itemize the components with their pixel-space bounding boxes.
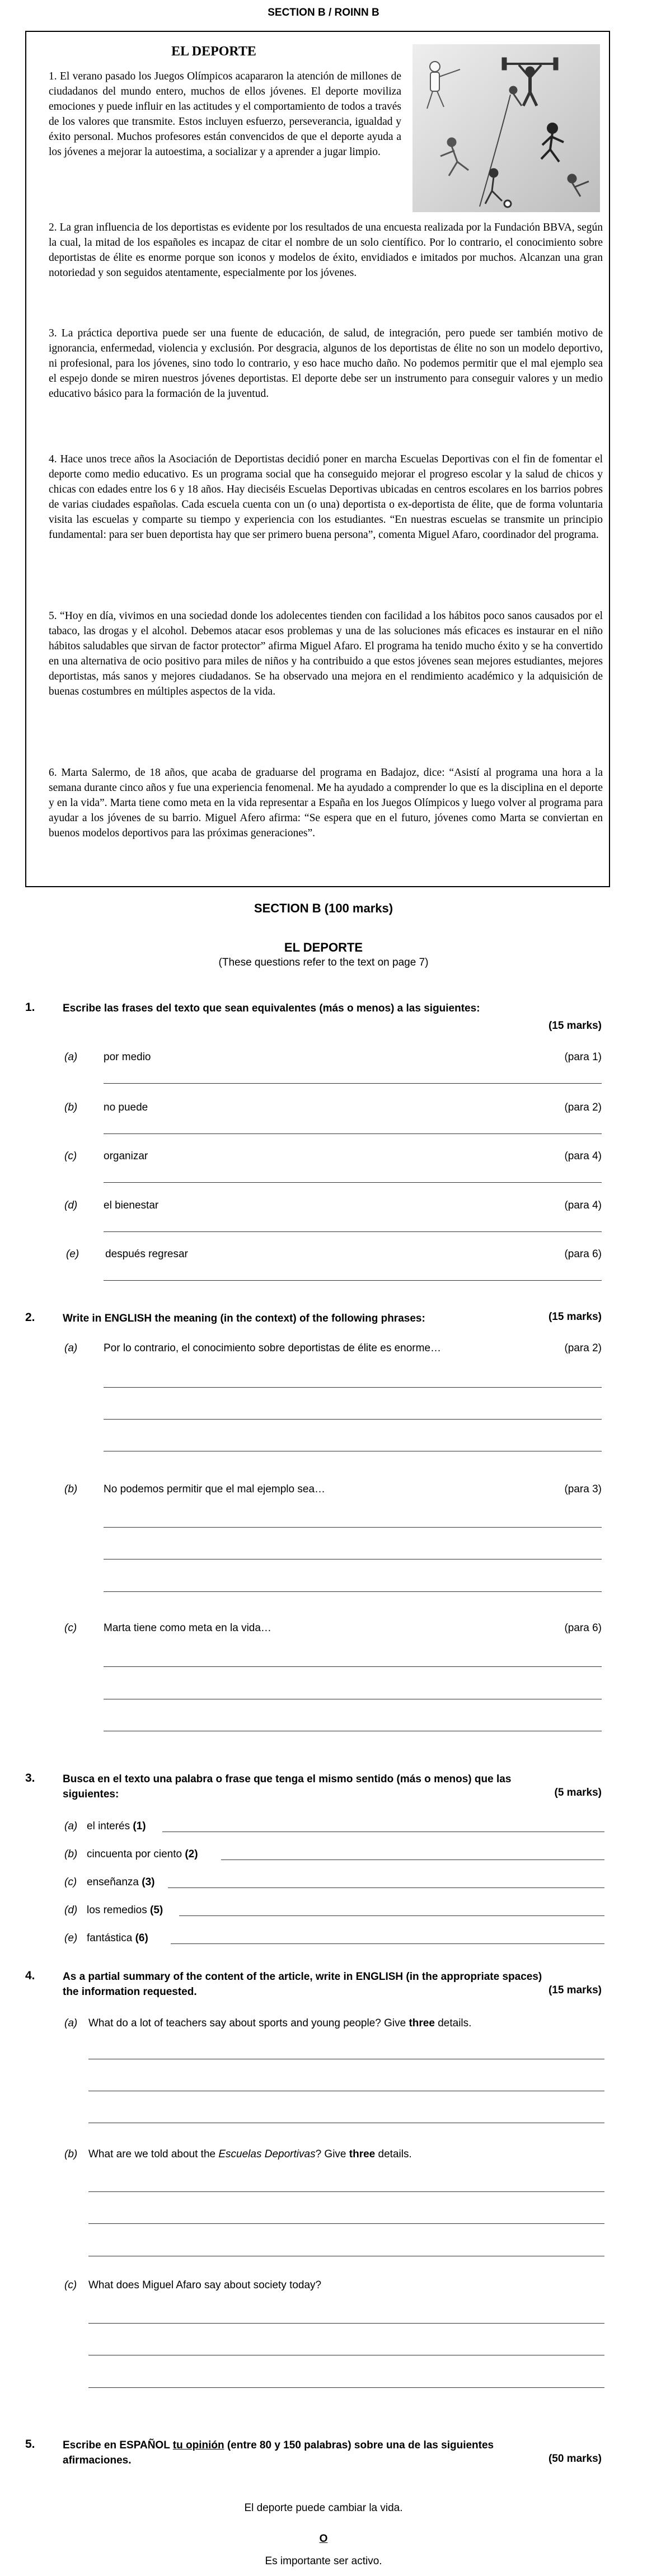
- q4-b-italic: Escuelas Deportivas: [218, 2148, 316, 2160]
- q2-c-answer-line-1[interactable]: [104, 1666, 602, 1667]
- q2-a-answer-line-1[interactable]: [104, 1387, 602, 1388]
- q1-d-ref: (para 4): [564, 1200, 602, 1211]
- q4-b-letter: (b): [64, 2148, 78, 2160]
- q1-b-text: no puede: [104, 1102, 148, 1113]
- q3-e-text: [87, 1932, 148, 1945]
- q4-c-text: What does Miguel Afaro say about society today?: [88, 2279, 322, 2291]
- q3-text-line1: Busca en el texto una palabra o frase que tenga el mismo sentido (más o menos) que las: [63, 1773, 512, 1785]
- q1-d-letter: (d): [64, 1200, 78, 1211]
- q3-b-ref: (2): [185, 1848, 198, 1860]
- q3-d-ref: (5): [150, 1904, 163, 1916]
- article-title: EL DEPORTE: [171, 44, 256, 59]
- q4-text-line1: As a partial summary of the content of the article, write in ENGLISH (in the appropriate spaces): [63, 1971, 542, 1983]
- q1-e-text: después regresar: [105, 1248, 188, 1260]
- q1-a-answer-line[interactable]: [104, 1083, 602, 1084]
- q3-d-word: los remedios: [87, 1904, 150, 1916]
- q5-text-underline: tu opinión: [172, 2439, 224, 2451]
- q3-d-answer-line[interactable]: [179, 1915, 604, 1916]
- q1-marks: (15 marks): [548, 1020, 602, 1032]
- article-paragraph-2: 2. La gran influencia de los deportistas es evidente por los resultados de una encuesta realizada por la Fundación BBVA, según la cual, la mitad de los españoles es incapaz de citar el nombre de un solo científico. Por lo contrario, el conocimiento sobre deportistas de élite es enorme porque son iconos y modelos de éxito, envidiados e imitados por muchos. Alcanzan una gran notoriedad y son seguidos atentamente, especialmente por los jóvenes.: [49, 222, 603, 279]
- article-paragraph-1: 1. El verano pasado los Juegos Olímpicos acapararon la atención de millones de ciudadanos del mundo entero, muchos de ellos jóvenes. El deporte moviliza emociones y puede influir en las actitudes y el comportamiento de todos a través de los valores que transmite. Estos incluyen esfuerzo, perseverancia, igualdad y éxito personal. Muchos profesores están convencidos de que el deporte ayuda a los jóvenes a mejorar la autoestima, a socializar y a aprender a jugar limpio.: [49, 71, 401, 158]
- q3-c-answer-line[interactable]: [168, 1887, 604, 1888]
- q2-marks: (15 marks): [548, 1311, 602, 1323]
- questions-note: (These questions refer to the text on page 7): [218, 957, 429, 968]
- q4-b-bold: three: [349, 2148, 376, 2160]
- q1-c-text: organizar: [104, 1150, 148, 1162]
- q4-b-answer-line-2[interactable]: [88, 2223, 604, 2224]
- q3-b-letter: (b): [64, 1848, 78, 1860]
- q3-a-letter: (a): [64, 1820, 78, 1832]
- q1-d-answer-line[interactable]: [104, 1231, 602, 1232]
- q3-e-answer-line[interactable]: [171, 1943, 604, 1944]
- q2-c-letter: (c): [64, 1622, 77, 1634]
- q4-a-bold: three: [409, 2017, 435, 2029]
- q5-number: 5.: [25, 2438, 35, 2451]
- q1-c-ref: (para 4): [564, 1150, 602, 1162]
- q2-b-answer-line-1[interactable]: [104, 1527, 602, 1528]
- q2-b-answer-line-3[interactable]: [104, 1591, 602, 1592]
- q3-d-letter: (d): [64, 1904, 78, 1916]
- q2-number: 2.: [25, 1311, 35, 1324]
- section-header: SECTION B / ROINN B: [268, 7, 379, 18]
- q5-option-2: Es importante ser activo.: [265, 2555, 382, 2567]
- q3-e-ref: (6): [135, 1932, 148, 1944]
- q1-c-answer-line[interactable]: [104, 1182, 602, 1183]
- q3-a-text: [87, 1820, 146, 1833]
- q2-c-text: Marta tiene como meta en la vida…: [104, 1622, 271, 1634]
- q3-e-letter: (e): [64, 1932, 78, 1944]
- q1-number: 1.: [25, 1001, 35, 1014]
- q2-a-answer-line-2[interactable]: [104, 1419, 602, 1420]
- q5-text-line1: [63, 2438, 600, 2453]
- q4-number: 4.: [25, 1969, 35, 1982]
- q4-b-post: details.: [375, 2148, 412, 2160]
- q5-option-1: El deporte puede cambiar la vida.: [244, 2502, 403, 2514]
- q3-c-letter: (c): [64, 1876, 77, 1888]
- article-paragraph-4: 4. Hace unos trece años la Asociación de Deportistas decidió poner en marcha Escuelas Deportivas con el fin de fomentar el deporte como medio educativo. Es un programa social que ha conseguido mejorar el progreso escolar y la salud de chicos y chicas con edades entre los 6 y 18 años. Hay dieciséis Escuelas Deportivas ubicadas en centros escolares en los barrios pobres de varias ciudades españolas. Cada escuela cuenta con un (o una) deportista o ex-deportista de élite, que de forma voluntaria visita las escuelas y comparte su tiempo y experiencia con los estudiantes. “En nuestras escuelas se transmite un principio fundamental: para ser buen deportista hay que ser primero buena persona”, comenta Miguel Afaro, coordinador del programa.: [49, 453, 603, 541]
- q5-text-post: (entre 80 y 150 palabras) sobre una de las siguientes: [224, 2439, 494, 2451]
- article-paragraph-5: 5. “Hoy en día, vivimos en una sociedad donde los adolecentes tienden con facilidad a los hábitos poco sanos causados por el tabaco, las drogas y el alcohol. Debemos atacar esos problemas y una de las soluciones más eficaces es instaurar en el niño hábitos saludables que sirvan de factor protector” afirma Miguel Afaro. El programa ha tenido mucho éxito y se ha convertido en una alternativa de ocio positivo para miles de niños y ha contribuido a que estos jóvenes sean mejores estudiantes, mejores deportistas, más sanos y mejores ciudadanos. Se ha observado una mejora en el rendimiento académico y la adquisición de buenas costumbres en múltiples aspectos de la vida.: [49, 610, 603, 697]
- q5-marks: (50 marks): [548, 2453, 602, 2465]
- q3-marks: (5 marks): [554, 1787, 602, 1798]
- q2-text: Write in ENGLISH the meaning (in the context) of the following phrases:: [63, 1313, 425, 1324]
- q2-c-ref: (para 6): [564, 1622, 602, 1634]
- q4-text-line2: the information requested.: [63, 1986, 197, 1998]
- q3-a-word: el interés: [87, 1820, 133, 1832]
- q4-c-answer-line-1[interactable]: [88, 2323, 604, 2324]
- q2-a-letter: (a): [64, 1342, 78, 1354]
- q5-text-line2: afirmaciones.: [63, 2455, 132, 2466]
- q4-a-post: details.: [434, 2017, 472, 2029]
- q3-d-text: [87, 1904, 163, 1917]
- q1-c-letter: (c): [64, 1150, 77, 1162]
- q4-c-answer-line-3[interactable]: [88, 2387, 604, 2388]
- q2-a-text: Por lo contrario, el conocimiento sobre deportistas de élite es enorme…: [104, 1342, 442, 1354]
- q3-b-text: [87, 1848, 198, 1861]
- q3-c-text: [87, 1876, 154, 1889]
- q4-b-text: [88, 2148, 412, 2161]
- q1-a-letter: (a): [64, 1051, 78, 1063]
- q2-b-ref: (para 3): [564, 1483, 602, 1495]
- q1-a-text: por medio: [104, 1051, 151, 1063]
- q1-text: Escribe las frases del texto que sean equivalentes (más o menos) a las siguientes:: [63, 1003, 480, 1014]
- q1-d-text: el bienestar: [104, 1200, 159, 1211]
- article-paragraph-6: 6. Marta Salermo, de 18 años, que acaba de graduarse del programa en Badajoz, dice: “Asistí al programa una hora a la semana durante cinco años y fue una experiencia fenomenal. Me ha ayudado a comprender lo que es la disciplina en el deporte y en la vida”. Marta tiene como meta en la vida representar a España en los Juegos Olímpicos y luego volver al programa para ayudar a los jóvenes de su barrio. Miguel Afero afirma: “Se espera que en el futuro, jóvenes como Marta se conviertan en buenos modelos deportivos para las próximas generaciones”.: [49, 767, 603, 839]
- q1-e-ref: (para 6): [564, 1248, 602, 1260]
- q3-c-word: enseñanza: [87, 1876, 142, 1888]
- q2-b-text: No podemos permitir que el mal ejemplo sea…: [104, 1483, 326, 1495]
- q4-a-text: [88, 2017, 471, 2030]
- q1-a-ref: (para 1): [564, 1051, 602, 1063]
- q4-b-pre: What are we told about the: [88, 2148, 219, 2160]
- q1-e-answer-line[interactable]: [104, 1280, 602, 1281]
- q4-b-mid: ? Give: [315, 2148, 349, 2160]
- q4-marks: (15 marks): [548, 1984, 602, 1996]
- q1-b-letter: (b): [64, 1102, 78, 1113]
- q4-a-pre: What do a lot of teachers say about sports and young people? Give: [88, 2017, 409, 2029]
- questions-title: EL DEPORTE: [284, 940, 363, 954]
- q1-b-ref: (para 2): [564, 1102, 602, 1113]
- q4-b-answer-line-1[interactable]: [88, 2191, 604, 2192]
- q3-c-ref: (3): [142, 1876, 155, 1888]
- q3-e-word: fantástica: [87, 1932, 135, 1944]
- q2-b-letter: (b): [64, 1483, 78, 1495]
- q3-text-line2: siguientes:: [63, 1788, 119, 1800]
- athletes-photo: [412, 44, 600, 212]
- q3-b-word: cincuenta por ciento: [87, 1848, 185, 1860]
- q3-a-ref: (1): [133, 1820, 146, 1832]
- article-box: [25, 31, 610, 887]
- q5-or: O: [319, 2533, 328, 2545]
- q3-number: 3.: [25, 1772, 35, 1785]
- q2-a-ref: (para 2): [564, 1342, 602, 1354]
- q4-a-letter: (a): [64, 2017, 78, 2029]
- q1-e-letter: (e): [66, 1248, 79, 1260]
- article-paragraph-3: 3. La práctica deportiva puede ser una fuente de educación, de salud, de integración, pero puede ser también motivo de ignorancia, enfermedad, violencia y exclusión. Por desgracia, algunos de los deportistas de élite no son un modelo deportivo, ni profesional, para los jóvenes, sino todo lo contrario, y eso hace mucho daño. No podemos permitir que el mal ejemplo sea el espejo donde se miren nuestros jóvenes deportistas. El deporte debe ser un instrumento para conseguir valores y un medio educativo básico para la formación de la juventud.: [49, 327, 603, 400]
- q5-text-pre: Escribe en ESPAÑOL: [63, 2439, 173, 2451]
- section-title: SECTION B (100 marks): [254, 901, 393, 915]
- q4-c-letter: (c): [64, 2279, 77, 2291]
